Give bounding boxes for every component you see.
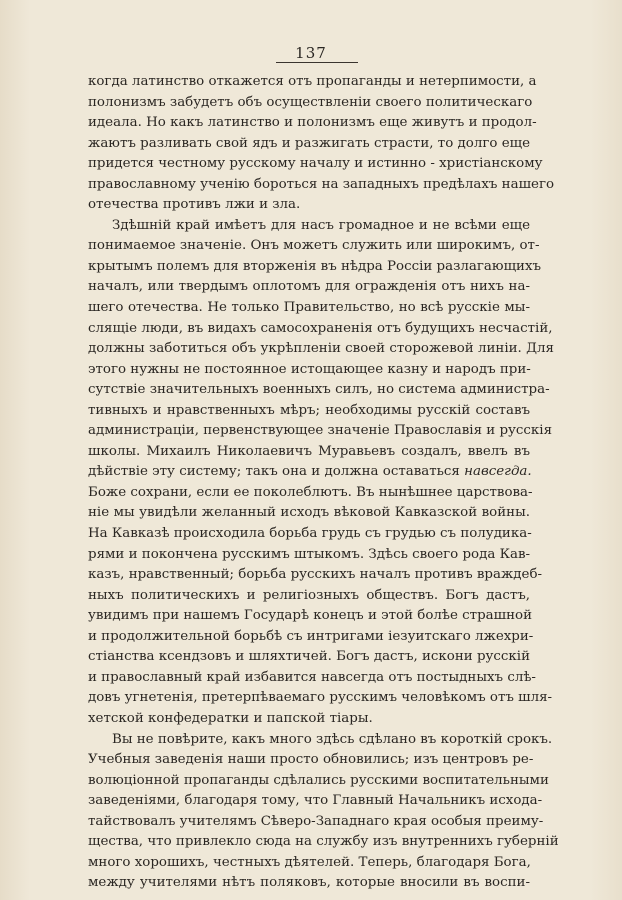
text-line: началъ, или твердымъ оплотомъ для огражденія отъ нихъ на- (88, 279, 530, 295)
text-line: полонизмъ забудетъ объ осуществленіи своего политическаго (88, 94, 533, 110)
text-line: школы. Михаилъ Николаевичъ Муравьевъ создалъ, ввелъ въ (88, 443, 530, 459)
text-line: между учителями нѣтъ поляковъ, которые вносили въ воспи- (88, 875, 530, 891)
text-line: стіанства ксендзовъ и шляхтичей. Богъ дастъ, искони русскій (88, 649, 530, 665)
text-line: заведеніями, благодаря тому, что Главный Начальникъ исхода- (88, 793, 543, 809)
page-number: 137 (295, 44, 327, 62)
text-line: хетской конфедератки и папской тіары. (88, 710, 373, 726)
body-text (88, 72, 559, 894)
text-line: идеала. Но какъ латинство и полонизмъ еще живутъ и продол- (88, 115, 537, 131)
text-line: крытымъ полемъ для вторженія въ нѣдра Россіи разлагающихъ (88, 258, 542, 274)
text-line: и продолжительной борьбѣ съ интригами іезуитскаго лжехри- (88, 628, 534, 644)
text-line: Здѣшній край имѣетъ для насъ громадное и не всѣми еще (112, 217, 530, 233)
text-line: Вы не повѣрите, какъ много здѣсь сдѣлано въ короткій срокъ. (112, 731, 553, 747)
paragraph-3 (88, 730, 559, 894)
text-line: шего отечества. Не только Правительство, но всѣ русскіе мы- (88, 300, 530, 316)
text-line: На Кавказѣ происходила борьба грудь съ грудью съ полудика- (88, 526, 532, 542)
text-line: волюціонной пропаганды сдѣлались русскими воспитательными (88, 772, 549, 788)
text-line: жаютъ разливать свой ядъ и разжигать страсти, то долго еще (88, 135, 530, 151)
text-line: увидимъ при нашемъ Государѣ конецъ и этой болѣе страшной (88, 608, 533, 624)
text-line: православному ученію бороться на западныхъ предѣлахъ нашего (88, 176, 555, 192)
text-line: рями и покончена русскимъ штыкомъ. Здѣсь своего рода Кав- (88, 546, 531, 562)
text-line: много хорошихъ, честныхъ дѣятелей. Теперь, благодаря Бога, (88, 854, 531, 870)
text-segment: дѣйствіе эту систему; такъ она и должна оставаться (88, 464, 460, 480)
text-line: тайствовалъ учителямъ Сѣверо-Западнаго края особыя преиму- (88, 813, 544, 829)
text-line: ніе мы увидѣли желанный исходъ вѣковой Кавказской войны. (88, 505, 530, 521)
text-line: отечества противъ лжи и зла. (88, 197, 301, 213)
text-line: тивныхъ и нравственныхъ мѣръ; необходимы русскій составъ (88, 402, 530, 418)
text-line: Учебныя заведенія наши просто обновились; изъ центровъ ре- (88, 752, 534, 768)
text-line: щества, что привлекло сюда на службу изъ внутреннихъ губерній (88, 834, 559, 850)
text-line: довъ угнетенія, претерпѣваемаго русскимъ человѣкомъ отъ шля- (88, 690, 553, 706)
paragraph-1 (88, 72, 555, 216)
italic-word: навсегда. (464, 464, 532, 480)
text-line-with-italic (88, 462, 530, 483)
text-line: и православный край избавится навсегда отъ постыдныхъ слѣ- (88, 669, 536, 685)
text-line: этого нужны не постоянное истощающее казну и народъ при- (88, 361, 531, 377)
header-rule (276, 62, 358, 63)
text-line: должны заботиться объ укрѣпленіи своей сторожевой линіи. Для (88, 341, 554, 357)
paragraph-2 (88, 216, 554, 730)
text-line: сутствіе значительныхъ военныхъ силъ, но система администра- (88, 382, 550, 398)
text-line: когда латинство откажется отъ пропаганды и нетерпимости, а (88, 74, 537, 89)
text-line: понимаемое значеніе. Онъ можетъ служить или широкимъ, от- (88, 238, 540, 254)
text-line: придется честному русскому началу и истинно - христіанскому (88, 156, 543, 172)
text-line: Боже сохрани, если ее поколеблютъ. Въ нынѣшнее царствова- (88, 484, 533, 500)
text-line: ныхъ политическихъ и религіозныхъ обществъ. Богъ дастъ, (88, 587, 530, 603)
text-line: администраціи, первенствующее значеніе Православія и русскія (88, 423, 553, 439)
text-line: казъ, нравственный; борьба русскихъ началъ противъ враждеб- (88, 567, 543, 583)
text-line: слящіе люди, въ видахъ самосохраненія отъ будущихъ несчастій, (88, 320, 553, 336)
